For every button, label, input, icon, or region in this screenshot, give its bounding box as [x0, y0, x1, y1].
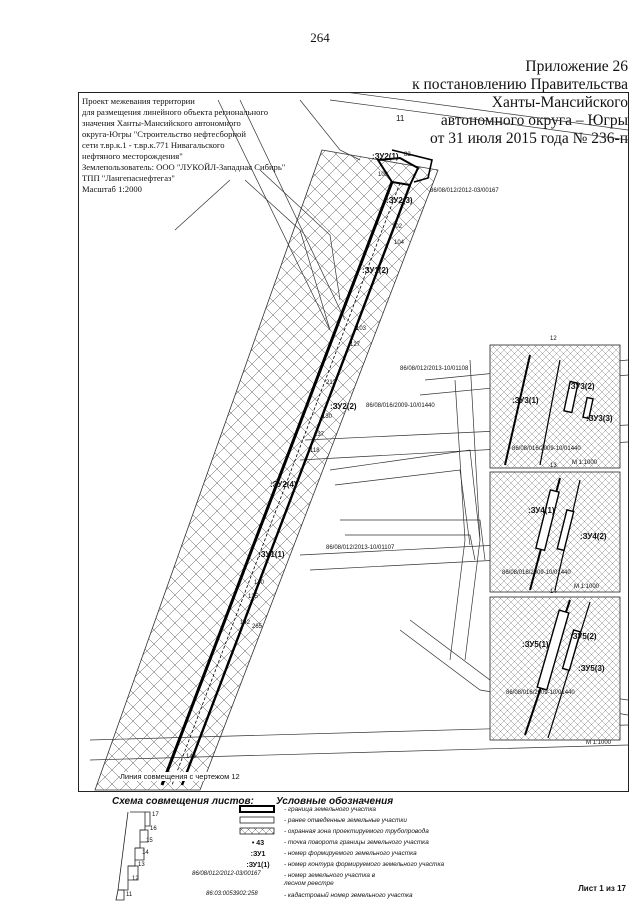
project-description — [82, 96, 317, 195]
legend-text: - охранная зона проектируемого трубопровода — [284, 828, 429, 835]
sheet-scheme-number: 13 — [138, 862, 145, 868]
inset-cadastral: 86/08/016/2009-10/01440 — [502, 570, 571, 576]
inset-parcel-label: :ЗУ4(1) — [528, 506, 555, 515]
legend-text: - ранее отведенные земельные участки — [284, 817, 407, 824]
inset-parcel-label: :ЗУ5(2) — [570, 632, 597, 641]
sheet-label: Лист 1 из 17 — [578, 884, 626, 893]
legend-item — [236, 871, 536, 887]
project-line: значения Ханты-Мансийского автономного — [82, 118, 241, 128]
project-line: ТПП "Лангепаснефтегаз" — [82, 173, 175, 183]
appendix-line: Ханты-Мансийского — [491, 94, 628, 111]
cadastral-label: 86/08/016/2009-10/01440 — [366, 403, 435, 409]
point-number: 142 — [240, 620, 251, 626]
inset-scale: М 1:1000 — [586, 740, 612, 746]
legend-item — [236, 805, 536, 816]
inset-scale: М 1:1000 — [572, 460, 598, 466]
project-line: сети т.вр.к.1 - т.вр.к.771 Нивагальского — [82, 140, 225, 150]
appendix-line: автономного округа – Югры — [440, 112, 628, 129]
sheet-scheme-title: Схема совмещения листов: — [112, 796, 254, 807]
point-number: 102 — [392, 224, 403, 230]
inset-cadastral: 86/08/016/2009-10/01440 — [512, 446, 581, 452]
point-number: 127 — [350, 342, 361, 348]
legend-item — [236, 849, 536, 860]
legend-text: - граница земельного участка — [284, 806, 376, 813]
legend-symbol: :ЗУ1(1) — [246, 861, 270, 869]
point-number: 130 — [322, 414, 333, 420]
point-number: 140 — [254, 580, 265, 586]
parcel-label: :ЗУ1(2) — [362, 266, 389, 275]
inset-parcel-label: :ЗУ4(2) — [580, 532, 607, 541]
inset-scale: М 1:1000 — [574, 584, 600, 590]
legend-symbol: 86/08/012/2012-03/00167 — [192, 871, 261, 877]
appendix-line: от 31 июля 2015 года № 236-п — [430, 130, 628, 147]
parcel-label: :ЗУ2(2) — [330, 402, 357, 411]
legend-item — [236, 816, 536, 827]
project-line: Землепользователь: ООО "ЛУКОЙЛ-Западная Сибирь" — [82, 162, 286, 172]
legend-text: - номер земельного участка в лесном реестре — [284, 872, 376, 887]
sheet-scheme-number: 11 — [126, 892, 133, 898]
project-line: Проект межевания территории — [82, 96, 195, 106]
sheet-scheme-number: 12 — [132, 876, 139, 882]
inset-parcel-label: :ЗУ3(1) — [512, 396, 539, 405]
point-number: 82 — [404, 152, 411, 158]
line-match-label: Линия совмещения с чертежом 12 — [120, 772, 240, 781]
point-number: 137 — [314, 432, 325, 438]
point-number: 135 — [248, 594, 259, 600]
point-number: 109 — [378, 172, 389, 178]
inset-number: 13 — [550, 463, 557, 469]
legend-symbol: • 43 — [251, 839, 265, 847]
point-number: 265 — [252, 624, 263, 630]
inset-number: 12 — [550, 336, 557, 342]
inset-parcel-label: :ЗУ5(3) — [578, 664, 605, 673]
point-number: 213 — [326, 380, 337, 386]
parcel-label: :ЗУ2(1) — [372, 152, 399, 161]
parcel-label: :ЗУ1(1) — [258, 550, 285, 559]
point-number: 103 — [356, 326, 367, 332]
inset-parcel-label: :ЗУ3(2) — [568, 382, 595, 391]
legend-text: - номер формируемого земельного участка — [284, 850, 417, 857]
cadastral-label: 86/08/012/2012-03/00167 — [430, 188, 499, 194]
project-line: для размещения линейного объекта регионального — [82, 107, 269, 117]
point-number: 144 — [186, 754, 197, 760]
cadastral-label: 86/08/012/2013-10/01107 — [326, 545, 395, 551]
project-line: нефтяного месторождения" — [82, 151, 183, 161]
legend-item — [236, 838, 536, 849]
legend-item — [236, 827, 536, 838]
inset-parcel-label: :ЗУ5(1) — [522, 640, 549, 649]
point-number: 104 — [394, 240, 405, 246]
project-line: Масштаб 1:2000 — [82, 184, 142, 194]
sheet-scheme-drawing — [116, 812, 150, 900]
point-number: 118 — [310, 448, 320, 454]
inset-parcel-label: :ЗУ3(3) — [586, 414, 613, 423]
sheet-number-label: 11 — [396, 114, 405, 123]
legend-symbol: :ЗУ1 — [250, 850, 266, 858]
sheet-scheme-number: 14 — [142, 850, 149, 856]
inset-cadastral: 86/08/016/2009-10/01440 — [506, 690, 575, 696]
inset-number: 14 — [550, 589, 557, 595]
sheet-scheme-number: 17 — [152, 812, 159, 818]
legend-symbol: 86:03:0053902:258 — [206, 891, 258, 897]
sheet-scheme-number: 15 — [146, 838, 153, 844]
legend-text: - номер контура формируемого земельного участка — [284, 861, 445, 868]
parcel-label: :ЗУ2(3) — [386, 196, 413, 205]
legend-text: - кадастровый номер земельного участка — [284, 892, 413, 899]
appendix-line: Приложение 26 — [525, 58, 628, 75]
page-number: 264 — [310, 30, 330, 45]
appendix-line: к постановлению Правительства — [412, 76, 628, 93]
project-line: округа-Югры "Строительство нефтесборной — [82, 129, 246, 139]
cadastral-label: 86/08/012/2013-10/01108 — [400, 366, 469, 372]
parcel-label: :ЗУ2(4) — [270, 480, 297, 489]
legend-text: - точка поворота границы земельного участка — [284, 839, 429, 846]
sheet-scheme-number: 16 — [150, 826, 157, 832]
legend-item — [236, 860, 536, 871]
legend-title: Условные обозначения — [276, 796, 394, 807]
legend-item — [236, 891, 536, 902]
